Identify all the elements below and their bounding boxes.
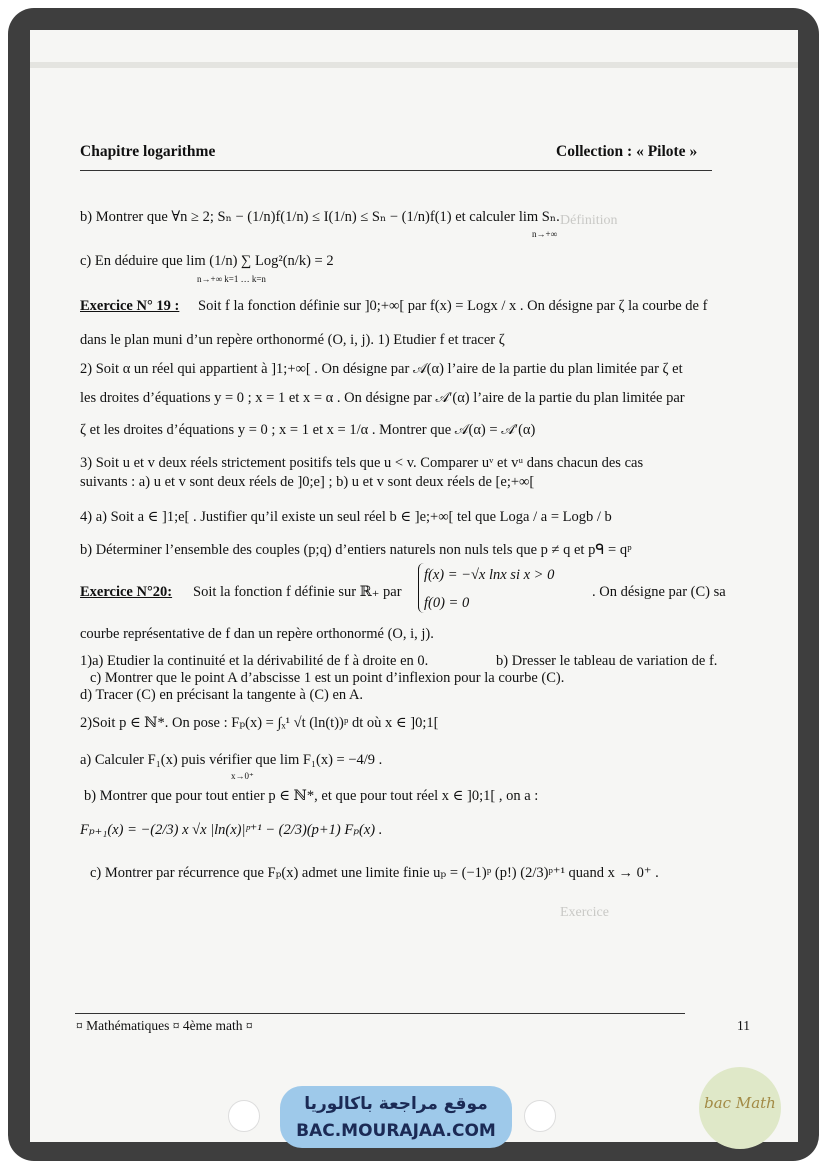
ex20-q1d: d) Tracer (C) en précisant la tangente à (C) en A. <box>80 687 364 703</box>
ex18-b: b) Montrer que ∀n ≥ 2; Sₙ − (1/n)f(1/n) ≤ I(1/n) ≤ Sₙ − (1/n)f(1) et calculer lim Sₙ. <box>80 209 560 225</box>
ex19-q3b: suivants : a) u et v sont deux réels de ]0;e] ; b) u et v sont deux réels de [e;+∞[ <box>80 474 535 490</box>
footer-left: ¤ Mathématiques ¤ 4ème math ¤ <box>76 1018 253 1033</box>
bacmath-logo-text: bac Math <box>704 1094 776 1112</box>
ex20-q2b: b) Montrer que pour tout entier p ∈ ℕ*, et que pour tout réel x ∈ ]0;1[ , on a : <box>84 788 539 804</box>
ex20-intro-end: . On désigne par (C) sa <box>592 584 726 600</box>
site-badge-url[interactable]: BAC.MOURAJAA.COM <box>296 1121 496 1141</box>
ex19-q2a: 2) Soit α un réel qui appartient à ]1;+∞[ . On désigne par 𝒜(α) l’aire de la partie du plan limitée par ζ et <box>80 361 683 377</box>
site-logo-right <box>524 1100 556 1132</box>
ex20-q2a-sub: x→0⁺ <box>231 771 254 781</box>
ex20-q1a: 1)a) Etudier la continuité et la dérivabilité de f à droite en 0. <box>80 653 429 669</box>
site-logo-left <box>228 1100 260 1132</box>
ex18-c-sub: n→+∞ k=1 … k=n <box>197 274 266 284</box>
ex20-q2: 2)Soit p ∈ ℕ*. On pose : Fₚ(x) = ∫ₓ¹ √t (ln(t))ᵖ dt où x ∈ ]0;1[ <box>80 715 439 731</box>
bleed-through-text: Définition <box>560 213 618 228</box>
page-number: 11 <box>737 1018 750 1033</box>
bleed-through-text: Exercice <box>560 905 609 920</box>
ex20-title: Exercice N°20: <box>80 584 173 600</box>
ex19-title: Exercice N° 19 : <box>80 298 180 314</box>
ex19-line2: dans le plan muni d’un repère orthonormé (O, i, j). 1) Etudier f et tracer ζ <box>80 332 505 348</box>
site-badge-arabic: موقع مراجعة باكالوريا <box>304 1094 488 1114</box>
ex20-line2: courbe représentative de f dan un repère orthonormé (O, i, j). <box>80 626 434 642</box>
footer-rule <box>75 1013 685 1014</box>
ex19-q4a: 4) a) Soit a ∈ ]1;e[ . Justifier qu’il existe un seul réel b ∈ ]e;+∞[ tel que Loga / a = Logb / b <box>80 509 612 525</box>
collection-title: Collection : « Pilote » <box>556 143 698 160</box>
header-rule <box>80 170 712 171</box>
ex20-q1c: c) Montrer que le point A d’abscisse 1 est un point d’inflexion pour la courbe (C). <box>90 670 565 686</box>
ex19-q2b: les droites d’équations y = 0 ; x = 1 et x = α . On désigne par 𝒜′(α) l’aire de la partie du plan limitée par <box>80 390 685 406</box>
ex20-q2b-formula: Fₚ₊₁(x) = −(2/3) x √x |ln(x)|ᵖ⁺¹ − (2/3)(p+1) Fₚ(x) . <box>80 822 383 838</box>
ex19-q2c: ζ et les droites d’équations y = 0 ; x = 1 et x = 1/α . Montrer que 𝒜(α) = 𝒜′(α) <box>80 422 536 438</box>
ex20-q2a: a) Calculer F₁(x) puis vérifier que lim F₁(x) = −4/9 . <box>80 752 383 768</box>
ex19-q4b: b) Déterminer l’ensemble des couples (p;q) d’entiers naturels non nuls tels que p ≠ q et pᑫ = qᵖ <box>80 542 632 558</box>
ex19-intro: Soit f la fonction définie sur ]0;+∞[ par f(x) = Logx / x . On désigne par ζ la courbe de f <box>198 298 708 314</box>
ex20-intro: Soit la fonction f définie sur ℝ₊ par <box>193 584 402 600</box>
ex18-c: c) En déduire que lim (1/n) ∑ Log²(n/k) = 2 <box>80 253 334 269</box>
ex20-q1b: b) Dresser le tableau de variation de f. <box>496 653 718 669</box>
ex18-b-limit-sub: n→+∞ <box>532 229 557 239</box>
ex20-case2: f(0) = 0 <box>424 595 470 611</box>
chapter-title: Chapitre logarithme <box>80 143 216 160</box>
ex19-q3a: 3) Soit u et v deux réels strictement positifs tels que u < v. Comparer uᵛ et vᵘ dans chacun des cas <box>80 455 644 471</box>
ex20-q2c: c) Montrer par récurrence que Fₚ(x) admet une limite finie uₚ = (−1)ᵖ (p!) (2/3)ᵖ⁺¹ quand x → 0⁺ . <box>90 865 659 881</box>
scan-edge <box>30 62 798 68</box>
ex20-case1: f(x) = −√x lnx si x > 0 <box>424 567 555 583</box>
